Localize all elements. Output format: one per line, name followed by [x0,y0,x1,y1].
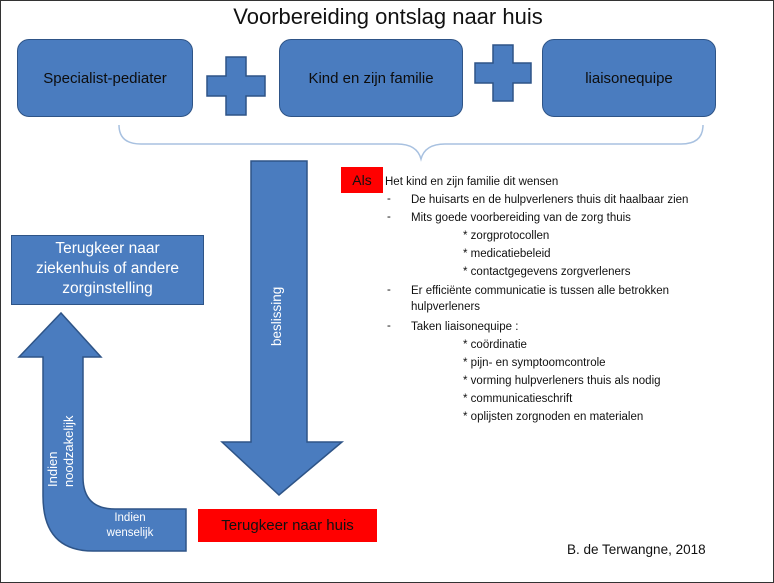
return-home-text: Terugkeer naar huis [221,517,354,534]
noodzakelijk-label: noodzakelijk [61,415,76,487]
condition-item-voorbereiding: Mits goede voorbereiding van de zorg thuis [411,212,631,224]
box-terugkeer-ziekenhuis [11,235,204,305]
credit: B. de Terwangne, 2018 [567,542,706,557]
bracket-line [119,125,703,159]
indien-label: Indien [45,451,60,487]
wenselijk-label [105,511,155,541]
sub-item: * medicatiebeleid [463,248,551,260]
sub-item: * communicatieschrift [463,393,573,405]
condition-item-taken: Taken liaisonequipe : [411,321,519,333]
condition-item-communicatie: Er efficiënte communicatie is tussen alle betrokken [411,285,670,297]
dash-bullet: - [387,211,391,223]
condition-item-communicatie-cont: hulpverleners [411,301,481,313]
wenselijk-line1: Indien [114,512,146,524]
left-box-line: zorginstelling [62,280,153,297]
dash-bullet: - [387,193,391,205]
sub-item: * pijn- en symptoomcontrole [463,357,606,369]
box-kind-label: Kind en zijn familie [308,69,434,87]
dash-bullet: - [387,284,391,296]
diagram-title: Voorbereiding ontslag naar huis [233,4,543,29]
condition-intro: Het kind en zijn familie dit wensen [385,176,559,188]
condition-item-huisarts: De huisarts en de hulpverleners thuis dit haalbaar zien [411,194,689,206]
curved-return-arrow [19,313,186,551]
sub-item: * contactgegevens zorgverleners [463,266,631,278]
left-box-line: Terugkeer naar [55,240,160,257]
left-box-line: ziekenhuis of andere [35,260,180,277]
box-liaison-label: liaisonequipe [585,69,673,87]
dash-bullet: - [387,320,391,332]
sub-item: * zorgprotocollen [463,230,550,242]
als-label [341,167,383,193]
sub-item: * oplijsten zorgnoden en materialen [463,411,644,423]
als-text: Als [352,172,372,188]
return-home-label [198,509,377,542]
box-specialist-label: Specialist-pediater [43,69,167,87]
sub-item: * coördinatie [463,339,527,351]
sub-item: * vorming hulpverleners thuis als nodig [463,375,661,387]
decision-label: beslissing [269,286,284,346]
wenselijk-line2: wenselijk [106,527,154,539]
